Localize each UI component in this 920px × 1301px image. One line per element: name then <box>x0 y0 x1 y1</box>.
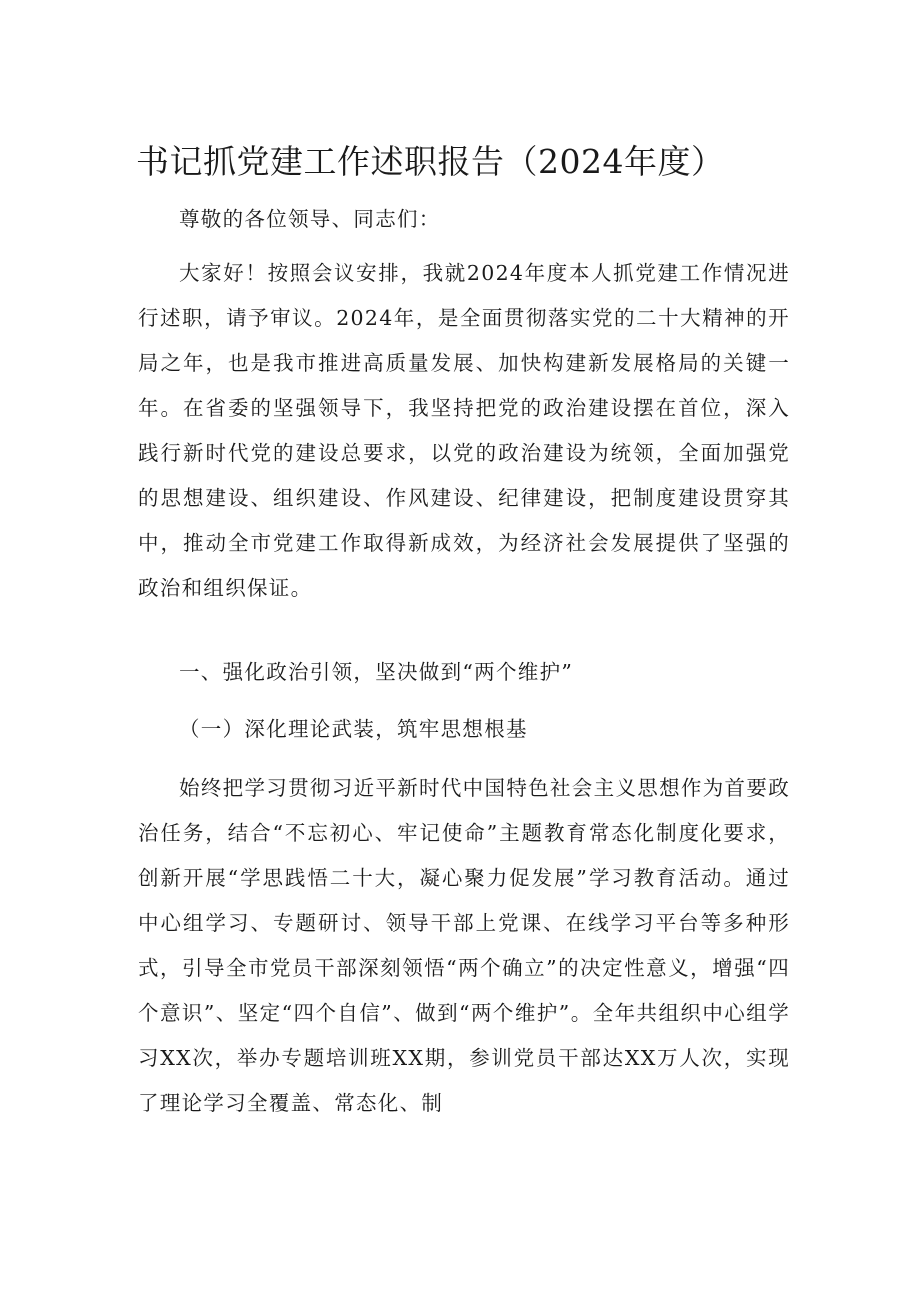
section-heading: 一、强化政治引领，坚决做到“两个维护” <box>179 660 574 684</box>
salutation: 尊敬的各位领导、同志们： <box>179 207 441 231</box>
document-title: 书记抓党建工作述职报告（2024年度） <box>136 142 725 181</box>
intro-paragraph: 大家好！按照会议安排，我就2024年度本人抓党建工作情况进行述职，请予审议。2024年，是全面贯彻落实党的二十大精神的开局之年，也是我市推进高质量发展、加快构建新发展格局的关键一年。在省委的坚强领导下，我坚持把党的政治建设摆在首位，深入践行新时代党的建设总要求，以党的政治建设为统领，全面加强党的思想建设、组织建设、作风建设、纪律建设，把制度建设贯穿其中，推动全市党建工作取得新成效，为经济社会发展提供了坚强的政治和组织保证。 <box>138 261 790 600</box>
body-paragraph: 始终把学习贯彻习近平新时代中国特色社会主义思想作为首要政治任务，结合“不忘初心、牢记使命”主题教育常态化制度化要求，创新开展“学思践悟二十大，凝心聚力促发展”学习教育活动。通过中心组学习、专题研讨、领导干部上党课、在线学习平台等多种形式，引导全市党员干部深刻领悟“两个确立”的决定性意义，增强“四个意识”、坚定“四个自信”、做到“两个维护”。全年共组织中心组学习XX次，举办专题培训班XX期，参训党员干部达XX万人次，实现了理论学习全覆盖、常态化、制 <box>138 776 790 1115</box>
subsection-heading: （一）深化理论武装，筑牢思想根基 <box>179 717 528 741</box>
